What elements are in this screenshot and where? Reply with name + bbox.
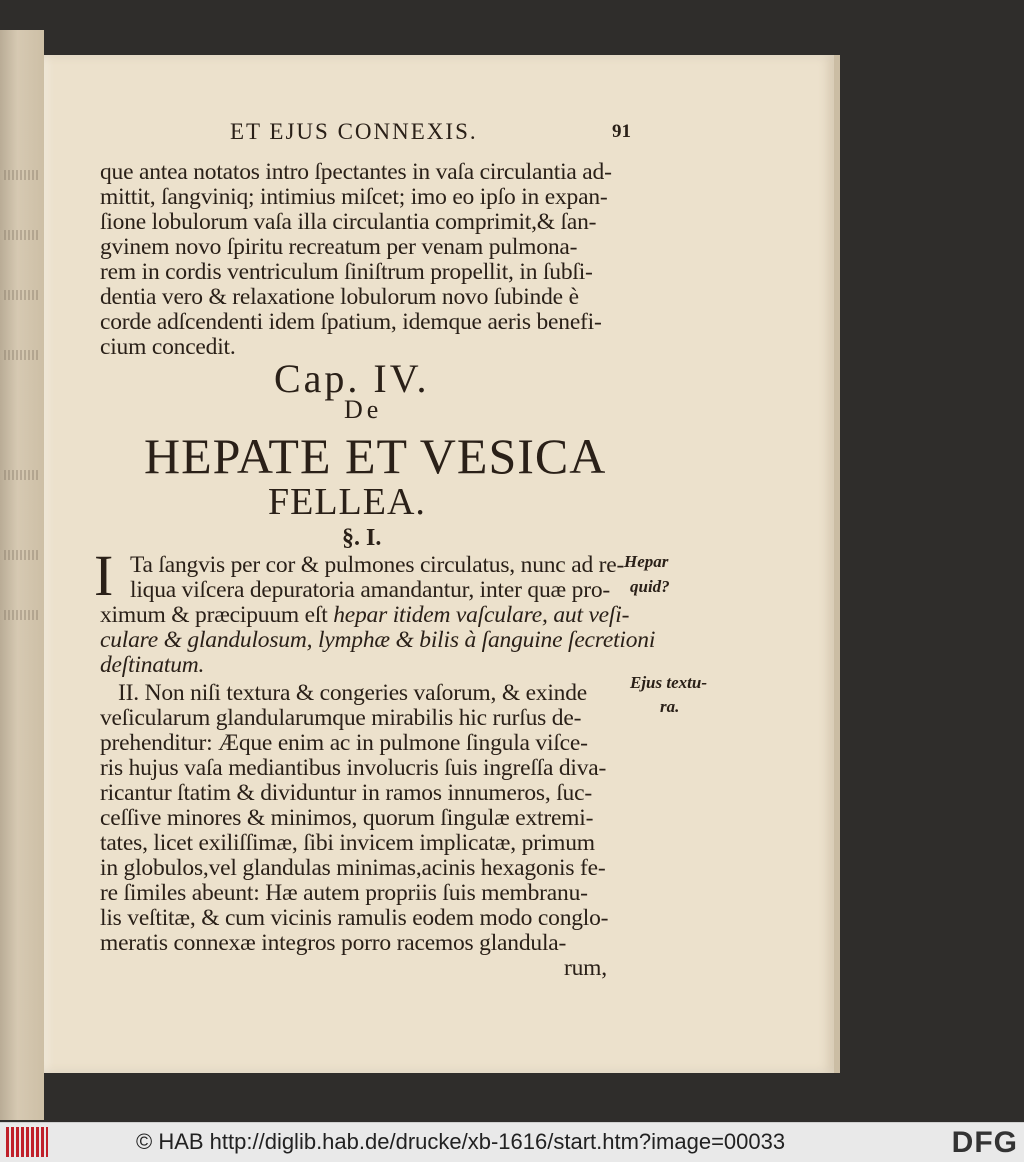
bleed-text-fragment [4,610,38,620]
text-segment: ximum & præcipuum eſt [100,602,334,628]
text-line: ſione lobulorum vaſa illa circulantia comprimit,& ſan- [100,209,597,235]
barcode-icon [6,1127,48,1157]
text-line: liqua viſcera depuratoria amandantur, inter quæ pro- [130,577,611,603]
chapter-preposition: De [344,395,383,424]
text-line: prehenditur: Æque enim ac in pulmone ſingula viſce- [100,730,588,756]
catchword: rum, [564,955,607,981]
text-line: corde adſcendenti idem ſpatium, idemque aeris benefi- [100,309,602,335]
margin-note: Hepar [624,552,669,571]
text-line: cium concedit. [100,334,236,360]
source-credit: © HAB http://diglib.hab.de/drucke/xb-1616/start.htm?image=00033 [136,1129,786,1154]
chapter-title: HEPATE ET VESICA [144,428,607,484]
text-line: meratis connexæ integros porro racemos glandula- [100,930,567,956]
running-head: ET EJUS CONNEXIS. [230,119,478,144]
margin-note: quid? [630,577,670,596]
text-line: deſtinatum. [100,652,205,678]
text-line: veſicularum glandularumque mirabilis hic rurſus de- [100,705,582,731]
text-line: ricantur ſtatim & dividuntur in ramos innumeros, ſuc- [100,780,592,806]
text-line [100,602,629,629]
chapter-heading: Cap. IV. [274,356,430,401]
text-line: ceſſive minores & minimos, quorum ſingulæ extremi- [100,805,594,831]
bleed-text-fragment [4,550,38,560]
drop-cap: I [94,543,114,608]
text-line: II. Non niſi textura & congeries vaſorum, & exinde [118,680,588,706]
text-line: mittit, ſangviniq; intimius miſcet; imo eo ipſo in expan- [100,184,608,210]
margin-note: Ejus textu- [630,673,707,692]
italic-segment: hepar itidem vaſculare, aut veſi- [333,602,630,628]
text-line: culare & glandulosum, lymphæ & bilis à ſanguine ſecretioni [100,627,656,653]
page-number: 91 [612,121,631,142]
bleed-text-fragment [4,170,38,180]
bleed-text-fragment [4,290,38,300]
chapter-title-continued: FELLEA. [268,481,426,523]
dfg-logo: DFG [951,1126,1018,1159]
margin-note: ra. [660,697,680,716]
text-line: Ta ſangvis per cor & pulmones circulatus, nunc ad re- [130,552,625,578]
attribution-bar [0,1122,1024,1162]
text-line: re ſimiles abeunt: Hæ autem propriis ſuis membranu- [100,880,588,906]
bleed-text-fragment [4,350,38,360]
text-line: gvinem novo ſpiritu recreatum per venam pulmona- [100,234,578,260]
text-line: ris hujus vaſa mediantibus involucris ſuis ingreſſa diva- [100,755,607,781]
bleed-text-fragment [4,230,38,240]
text-line: rem in cordis ventriculum ſiniſtrum propellit, in ſubſi- [100,259,593,285]
facing-page-edge [0,30,44,1120]
text-line: in globulos,vel glandulas minimas,acinis hexagonis fe- [100,855,606,881]
text-line: lis veſtitæ, & cum vicinis ramulis eodem modo conglo- [100,905,609,931]
text-line: tates, licet exiliſſimæ, ſibi invicem implicatæ, primum [100,830,595,856]
section-number: §. I. [342,525,382,551]
book-page [44,55,834,1073]
text-line: que antea notatos intro ſpectantes in vaſa circulantia ad- [100,159,612,185]
text-line: dentia vero & relaxatione lobulorum novo ſubinde è [100,284,579,310]
bleed-text-fragment [4,470,38,480]
page-edge [834,55,840,1073]
